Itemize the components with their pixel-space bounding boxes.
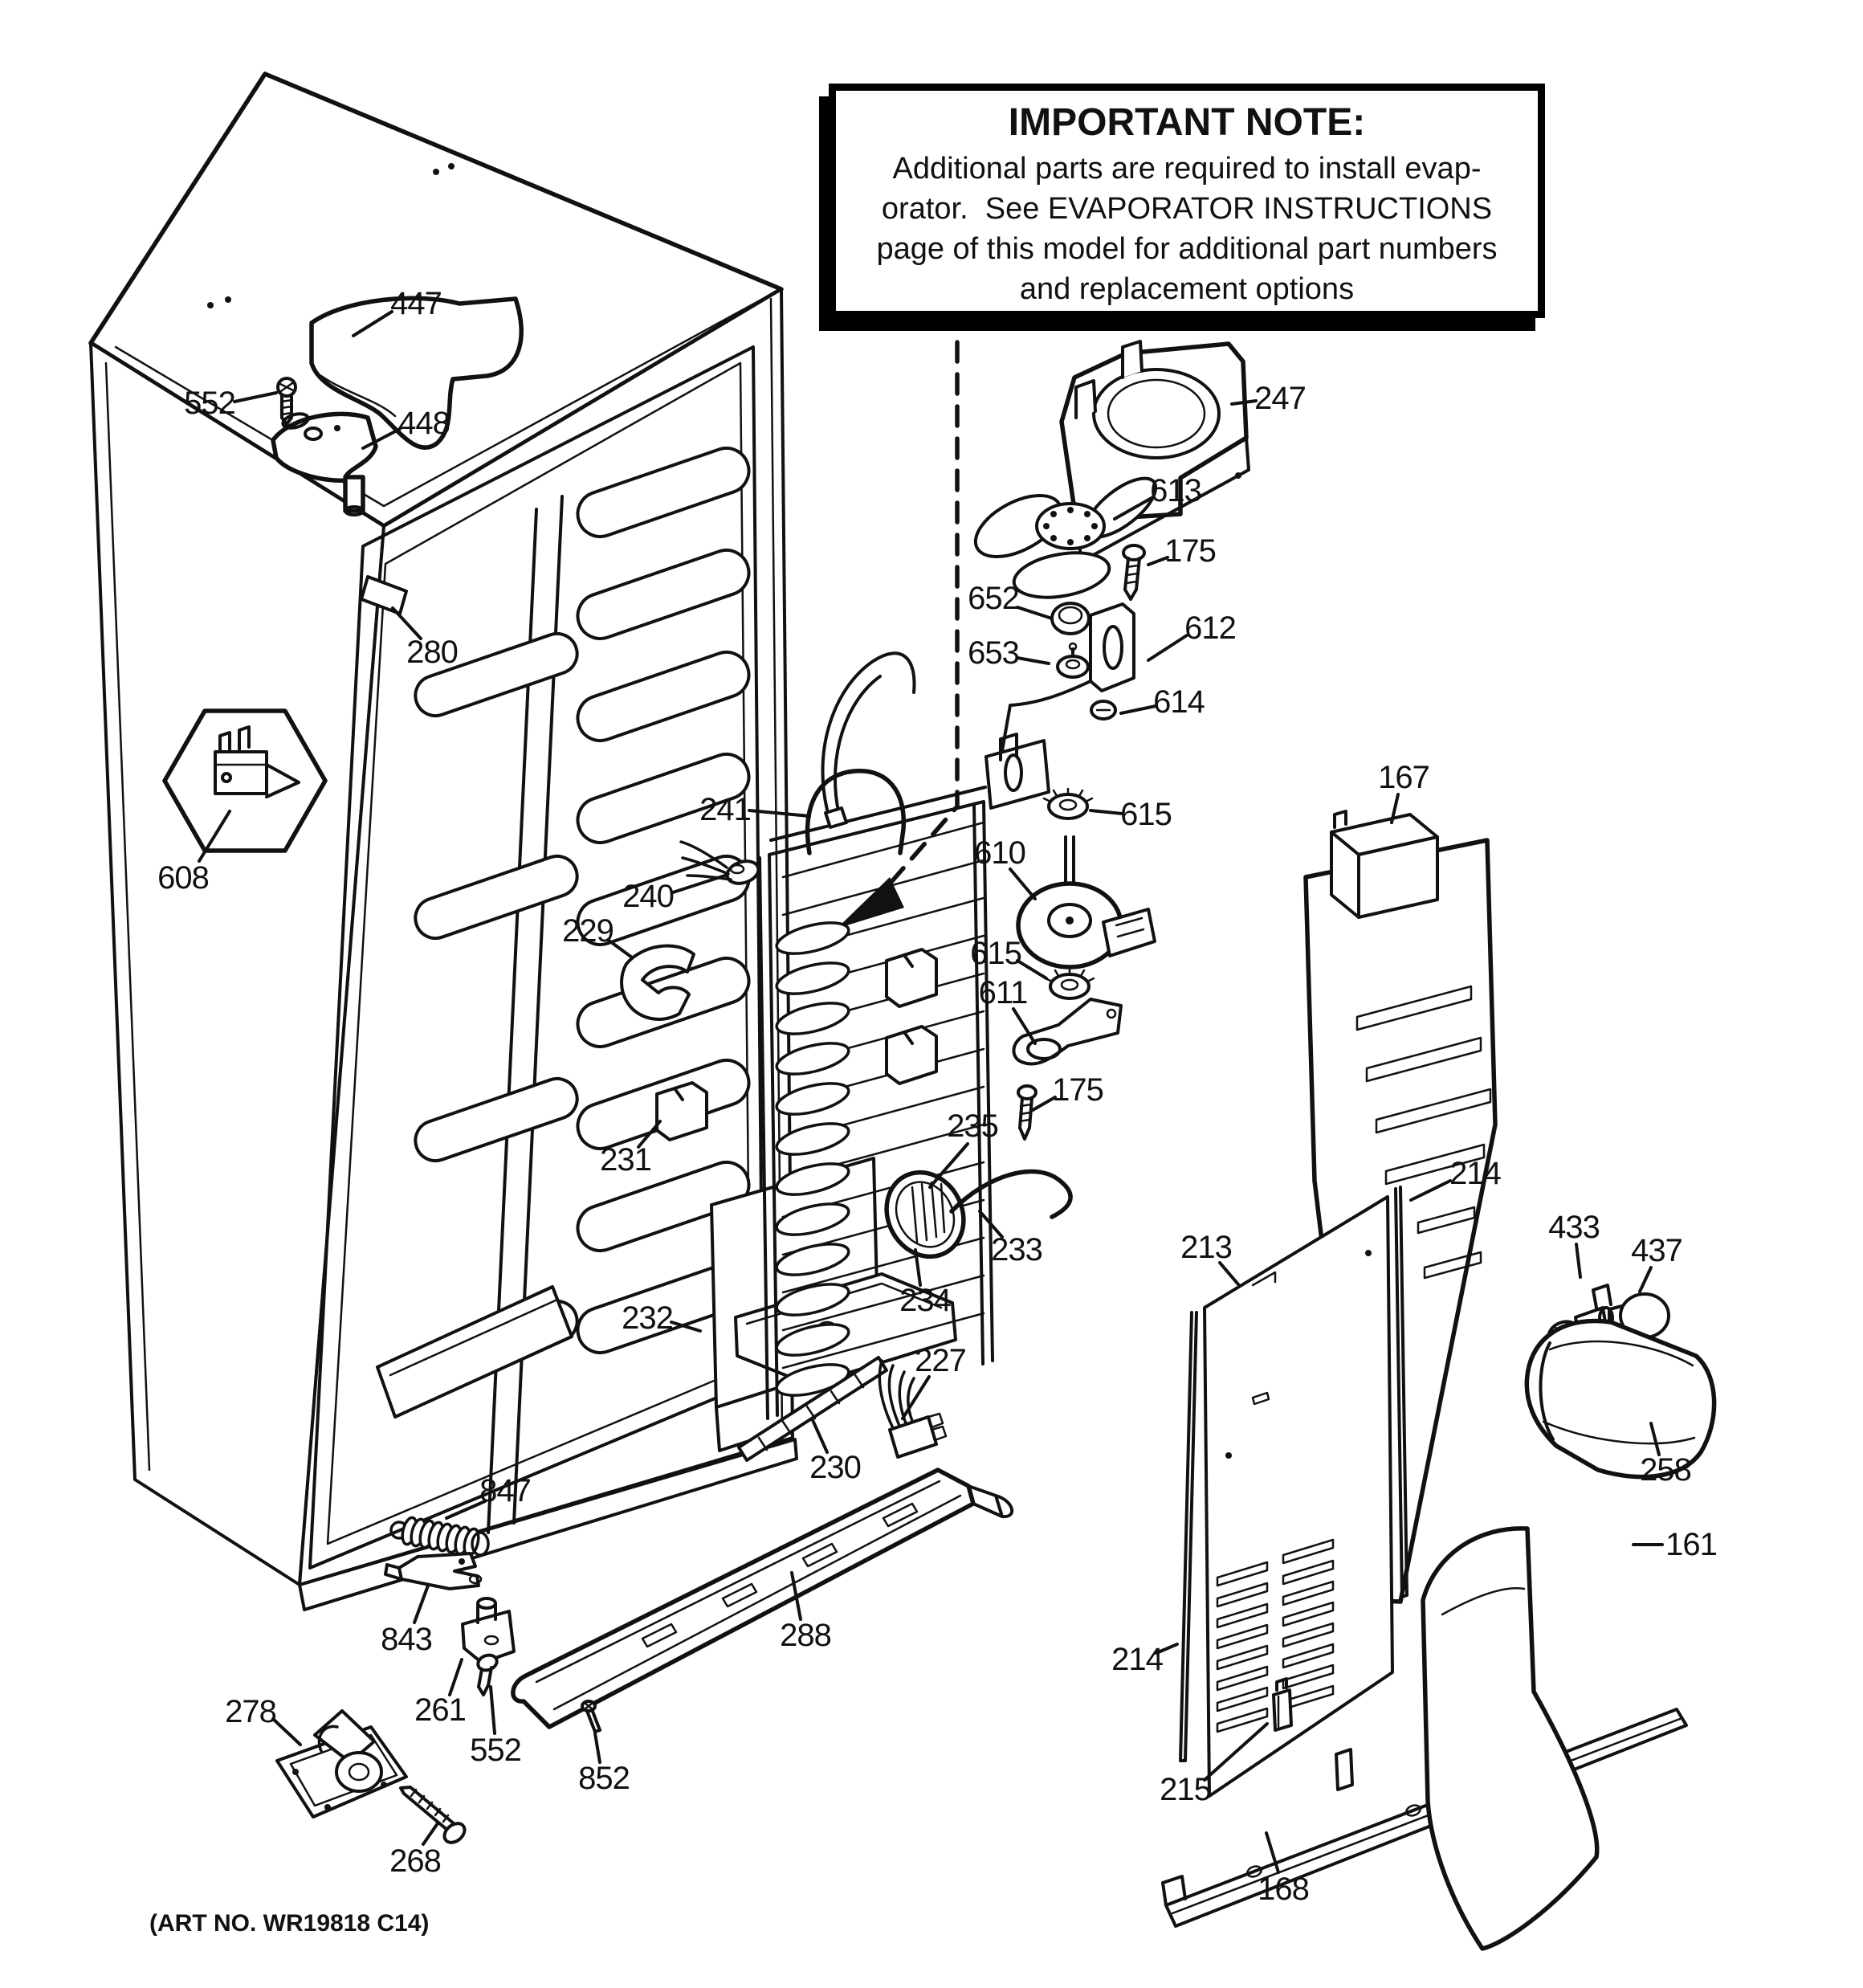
note-line: orator. See EVAPORATOR INSTRUCTIONS [881, 192, 1493, 226]
leader-437 [1640, 1268, 1651, 1292]
part-label-852: 852 [578, 1761, 630, 1796]
leader-235 [930, 1144, 968, 1187]
part-label-268: 268 [389, 1843, 441, 1879]
part-label-652: 652 [968, 581, 1019, 616]
part-label-235: 235 [947, 1108, 998, 1144]
part-label-229: 229 [562, 913, 614, 949]
part-label-447: 447 [390, 286, 442, 321]
part-288-rail [513, 1470, 1012, 1727]
part-268-bolt [401, 1787, 468, 1847]
leader-610 [1010, 869, 1035, 899]
part-label-247: 247 [1254, 381, 1306, 416]
part-label-167: 167 [1378, 760, 1429, 795]
part-label-612: 612 [1184, 610, 1236, 646]
part-label-280: 280 [406, 635, 458, 670]
part-label-847: 847 [479, 1473, 531, 1508]
part-label-232: 232 [622, 1300, 673, 1336]
important-note-box [829, 84, 1545, 318]
part-label-213: 213 [1180, 1230, 1232, 1265]
art-number: (ART NO. WR19818 C14) [149, 1910, 430, 1937]
leader-614 [1121, 706, 1156, 713]
part-552-screw-bottom [476, 1652, 499, 1695]
part-175-screw-motor [1018, 1086, 1036, 1139]
right-panels-drawing [1163, 811, 1714, 1949]
part-278-hinge [277, 1711, 406, 1817]
part-label-615: 615 [1120, 797, 1172, 832]
part-610-fan-motor [1018, 837, 1155, 967]
part-label-610: 610 [974, 835, 1025, 871]
part-611-bracket-arm [1013, 999, 1121, 1064]
part-213-panel [1205, 1197, 1392, 1796]
leader-230 [813, 1420, 827, 1452]
part-614-grommet [1091, 701, 1115, 719]
leader-653 [1017, 658, 1049, 663]
part-615-mount-upper [1044, 789, 1092, 818]
part-label-614: 614 [1153, 684, 1205, 720]
part-label-433: 433 [1548, 1210, 1600, 1245]
fan-assembly-drawing [966, 341, 1249, 1139]
note-line: page of this model for additional part numbers [876, 232, 1498, 266]
part-label-214: 214 [1111, 1642, 1163, 1677]
part-label-230: 230 [809, 1450, 861, 1485]
part-label-231: 231 [600, 1142, 651, 1178]
leader-615 [1090, 810, 1123, 814]
part-235-grille [872, 1159, 978, 1271]
part-653-bearing [1058, 643, 1088, 677]
part-label-214: 214 [1449, 1156, 1501, 1191]
part-label-278: 278 [225, 1694, 276, 1729]
part-241-connector [826, 808, 846, 827]
part-label-215: 215 [1160, 1772, 1211, 1807]
note-line: and replacement options [1019, 272, 1355, 306]
leader-552 [491, 1687, 495, 1733]
note-line: Additional parts are required to install evap- [892, 152, 1482, 186]
part-label-552: 552 [470, 1733, 521, 1768]
part-214-trim-left [1180, 1312, 1196, 1761]
part-label-437: 437 [1631, 1233, 1682, 1268]
part-843-lever [385, 1553, 481, 1589]
part-175-screw-fan [1123, 545, 1144, 599]
part-label-613: 613 [1150, 473, 1201, 508]
part-label-288: 288 [780, 1618, 831, 1653]
leader-268 [423, 1823, 438, 1844]
leader-278 [273, 1719, 300, 1745]
part-label-233: 233 [991, 1232, 1042, 1268]
part-label-261: 261 [414, 1692, 466, 1728]
leader-227 [903, 1377, 929, 1419]
part-852-screw [582, 1701, 600, 1732]
part-label-175: 175 [1052, 1072, 1103, 1108]
part-161-cover [1423, 1529, 1597, 1949]
leader-433 [1576, 1244, 1580, 1277]
part-233-wire [952, 1171, 1070, 1217]
leader-612 [1148, 635, 1187, 660]
part-label-241: 241 [699, 792, 751, 827]
leader-261 [450, 1659, 462, 1695]
part-615-mount-lower [1046, 969, 1094, 998]
part-label-448: 448 [398, 406, 450, 441]
part-label-552: 552 [184, 386, 235, 421]
part-label-227: 227 [915, 1343, 966, 1378]
part-label-234: 234 [899, 1283, 951, 1318]
note-title: IMPORTANT NOTE: [1008, 101, 1366, 144]
part-label-653: 653 [968, 635, 1019, 671]
leader-852 [595, 1733, 600, 1762]
part-652-grommet [1052, 603, 1089, 634]
part-label-175: 175 [1164, 533, 1216, 569]
leader-213 [1220, 1263, 1238, 1284]
part-261-bracket [463, 1598, 514, 1663]
part-label-258: 258 [1640, 1452, 1691, 1488]
part-label-161: 161 [1665, 1527, 1717, 1562]
part-label-611: 611 [978, 975, 1028, 1010]
part-label-843: 843 [381, 1622, 432, 1657]
leader-843 [414, 1586, 428, 1623]
part-label-168: 168 [1258, 1872, 1309, 1907]
part-label-240: 240 [622, 879, 674, 914]
leader-652 [1017, 607, 1052, 618]
part-label-608: 608 [157, 860, 209, 896]
part-label-615: 615 [970, 936, 1021, 971]
